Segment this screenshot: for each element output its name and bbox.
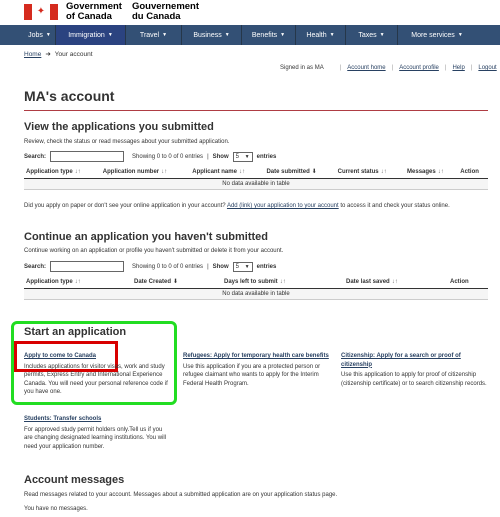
sort-icon: ↓↑ — [380, 168, 387, 175]
account-nav — [280, 65, 497, 71]
card-transfer-schools — [24, 415, 170, 451]
card-apply-to-come — [24, 352, 170, 397]
submitted-page-size-select[interactable] — [233, 152, 253, 162]
menu-jobs[interactable] — [24, 25, 56, 45]
col-date-created[interactable] — [132, 276, 222, 288]
sort-icon: ↓↑ — [391, 278, 398, 285]
site-header — [0, 0, 500, 24]
separator: | — [339, 65, 342, 71]
entries-label: entries — [256, 263, 277, 270]
arrow-right-icon: ➜ — [45, 51, 51, 58]
logout-link[interactable]: Logout — [478, 65, 497, 71]
chevron-down-icon: ▼ — [45, 32, 51, 38]
gov-fr-line2: du Canada — [131, 11, 181, 22]
citizenship-link[interactable]: Citizenship: Apply for a search or proof of citizenship — [341, 353, 461, 368]
separator: | — [207, 263, 209, 270]
sort-icon: ↓↑ — [161, 168, 168, 175]
col-label: Days left to submit — [224, 278, 278, 285]
col-label: Applicant name — [192, 168, 237, 175]
no-messages-text: You have no messages. — [24, 506, 88, 512]
menu-label: Business — [193, 31, 222, 39]
sort-icon: ↓↑ — [74, 278, 81, 285]
col-days-left[interactable] — [222, 276, 344, 288]
table-row — [24, 178, 488, 189]
table-header-row — [24, 166, 488, 178]
sort-icon: ↓↑ — [437, 168, 444, 175]
start-title: Start an application — [24, 326, 127, 338]
entries-count: Showing 0 to 0 of 0 entries — [132, 153, 204, 160]
search-label: Search: — [24, 263, 47, 270]
sort-desc-icon: ⬇ — [173, 279, 179, 286]
menu-label: Health — [306, 31, 327, 39]
chevron-down-icon: ▼ — [280, 32, 286, 38]
separator: | — [470, 65, 473, 71]
breadcrumb — [24, 50, 93, 58]
add-application-link[interactable]: Add (link) your application to your account — [226, 203, 339, 209]
menu-taxes[interactable] — [346, 25, 398, 45]
col-label: Application number — [102, 168, 160, 175]
help-link[interactable]: Help — [452, 65, 465, 71]
menu-label: Jobs — [28, 31, 43, 39]
chevron-down-icon: ▼ — [224, 32, 230, 38]
gov-en-line1: Government — [66, 1, 122, 12]
government-wordmark[interactable] — [66, 2, 199, 22]
submitted-title: View the applications you submitted — [24, 121, 214, 133]
col-action — [458, 166, 488, 178]
search-label: Search: — [24, 153, 47, 160]
menu-label: Benefits — [251, 31, 278, 39]
chevron-down-icon: ▼ — [162, 32, 168, 38]
unsubmitted-controls — [24, 261, 276, 272]
submitted-controls — [24, 151, 276, 162]
sort-icon: ↓↑ — [279, 278, 286, 285]
menu-business[interactable] — [182, 25, 242, 45]
empty-table-message: No data available in table — [24, 288, 488, 299]
sort-desc-icon: ⬇ — [311, 169, 317, 176]
entries-label: entries — [256, 153, 277, 160]
show-label: Show — [212, 153, 229, 160]
separator: | — [207, 153, 209, 160]
entries-count: Showing 0 to 0 of 0 entries — [132, 263, 204, 270]
apply-to-come-link[interactable]: Apply to come to Canada — [24, 353, 97, 359]
col-messages[interactable] — [405, 166, 458, 178]
col-applicant-name[interactable] — [190, 166, 264, 178]
card-text: For approved study permit holders only.Tell us if you are changing designated learning institutions. You will need your application number. — [24, 426, 167, 450]
chevron-down-icon: ▼ — [107, 32, 113, 38]
menu-label: Taxes — [358, 31, 377, 39]
gov-fr-line1: Gouvernement — [131, 1, 200, 12]
col-current-status[interactable] — [336, 166, 405, 178]
note-text: Did you apply on paper or don't see your online application in your account? — [24, 203, 226, 209]
submitted-desc: Review, check the status or read messages about your submitted application. — [24, 139, 230, 145]
chevron-down-icon: ▼ — [244, 263, 250, 270]
submitted-search-input[interactable] — [50, 151, 124, 162]
separator: | — [444, 65, 447, 71]
empty-table-message: No data available in table — [24, 178, 488, 189]
unsubmitted-table — [24, 276, 488, 300]
submitted-table — [24, 166, 488, 190]
unsubmitted-desc: Continue working on an application or profile you haven't submitted or delete it from your account. — [24, 248, 284, 254]
col-label: Action — [450, 278, 469, 285]
card-refugees — [183, 352, 329, 388]
account-home-link[interactable]: Account home — [347, 65, 386, 71]
col-label: Application type — [26, 278, 73, 285]
gov-en-line2: of Canada — [66, 11, 112, 22]
col-date-last-saved[interactable] — [344, 276, 448, 288]
menu-label: Travel — [139, 31, 160, 39]
breadcrumb-current: Your account — [54, 50, 93, 58]
refugees-link[interactable]: Refugees: Apply for temporary health care benefits — [183, 353, 329, 359]
page-title: MA's account — [24, 88, 115, 104]
menu-benefits[interactable] — [242, 25, 296, 45]
col-application-number[interactable] — [101, 166, 190, 178]
card-text: Includes applications for visitor visas, work and study permits, Express Entry and International Experience Canada. You will need your personal reference code if you have one. — [24, 363, 168, 395]
select-value: 5 — [235, 263, 239, 270]
separator: | — [391, 65, 394, 71]
col-date-submitted[interactable] — [264, 166, 335, 178]
chevron-down-icon: ▼ — [457, 32, 463, 38]
col-label: Date submitted — [266, 169, 310, 176]
sort-icon: ↓↑ — [238, 168, 245, 175]
col-label: Messages — [407, 168, 436, 175]
menu-more-services[interactable] — [398, 25, 476, 45]
unsubmitted-title: Continue an application you haven't submitted — [24, 231, 269, 243]
col-label: Action — [460, 168, 479, 175]
breadcrumb-home[interactable]: Home — [24, 50, 42, 58]
canada-flag-icon: ✦ — [24, 4, 58, 20]
show-label: Show — [212, 263, 229, 270]
table-row — [24, 288, 488, 299]
col-application-type[interactable] — [24, 276, 132, 288]
signed-in-text: Signed in as MA — [280, 65, 324, 71]
chevron-down-icon: ▼ — [379, 32, 385, 38]
card-citizenship — [341, 352, 487, 388]
menu-label: Immigration — [68, 31, 105, 39]
note-text: to access it and check your status online. — [340, 203, 450, 209]
col-label: Application type — [26, 168, 73, 175]
col-action — [448, 276, 488, 288]
messages-desc: Read messages related to your account. Messages about a submitted application are on your application status page. — [24, 492, 338, 498]
col-label: Date last saved — [346, 278, 390, 285]
table-header-row — [24, 276, 488, 288]
card-text: Use this application to apply for proof of citizenship (citizenship certificate) or to search citizenship records. — [341, 372, 487, 387]
add-application-note — [24, 203, 450, 209]
unsubmitted-search-input[interactable] — [50, 261, 124, 272]
col-label: Date Created — [134, 279, 172, 286]
chevron-down-icon: ▼ — [329, 32, 335, 38]
menu-label: More services — [411, 31, 455, 39]
card-text: Use this application if you are a protected person or refugee claimant who wants to apply for the Interim Federal Health Program. — [183, 363, 321, 387]
transfer-schools-link[interactable]: Students: Transfer schools — [24, 416, 102, 422]
select-value: 5 — [235, 153, 239, 160]
unsubmitted-page-size-select[interactable] — [233, 262, 253, 272]
messages-title: Account messages — [24, 474, 125, 486]
sort-icon: ↓↑ — [74, 168, 81, 175]
account-profile-link[interactable]: Account profile — [399, 65, 439, 71]
menu-health[interactable] — [296, 25, 346, 45]
main-menu — [0, 25, 500, 45]
col-label: Current status — [337, 168, 379, 175]
col-application-type[interactable] — [24, 166, 101, 178]
menu-travel[interactable] — [126, 25, 182, 45]
menu-immigration[interactable] — [56, 25, 126, 45]
chevron-down-icon: ▼ — [244, 153, 250, 160]
title-rule — [24, 110, 488, 111]
